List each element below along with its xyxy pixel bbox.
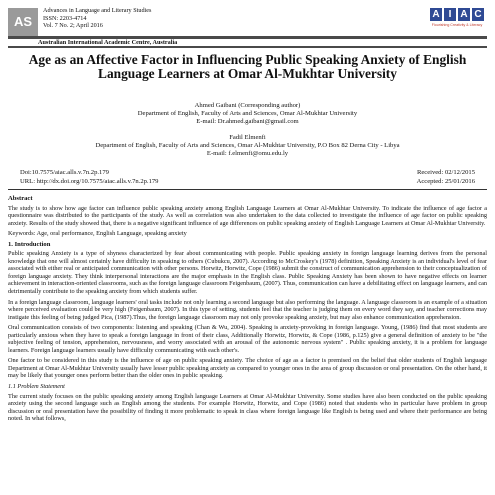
journal-volume: Vol. 7 No. 2; April 2016 — [43, 22, 103, 30]
author-affiliation: Department of English, Faculty of Arts and Sciences, Omar Al-Mukhtar University — [137, 110, 358, 117]
author-block-1 — [10, 102, 485, 126]
paragraph: One factor to be considered in this study is the influence of age on public speaking anxiety. The choice of age as a factor is premised on the belief that older students of English language Department at Omar Al-Mukhtar University usually have lesser public speaking anxiety as compared to younger ones in the area of group discussion or oral presentation. On the other hand, it may be likely that younger ones perform better than the older ones in public speaking. — [8, 357, 487, 380]
keywords: Keywords: Age, oral performance, English Language, speaking anxiety — [8, 230, 187, 238]
author-email: E-mail: Dr.ahmed.gaibani@gmail.com — [196, 118, 299, 125]
paragraph: Public speaking Anxiety is a type of shyness characterized by fear about communicating with people. Public speaking anxiety in foreign language learning derives from the personal knowledge that one will almost certainly have difficulty in speaking to others (Cubukcu, 2007). According to McCroskey's (1978) definition, Speaking Anxiety is an individual's level of fear associated with either real or anticipated communication with other persons. Horwitz, Horwitz, Cope (1986) submit the construct of communication apprehension to their conceptualization of foreign language anxiety. They think interpersonal interactions are the major emphasis in the English class. Public Speaking Anxiety has been shown to have negative effects on learner achievement in interaction-oriented classrooms, such as the foreign language classroom Feigenbaum, (2007). Thus, communication can have a debilitating effect on language learners, and can detrimentally contribute to the speaking anxiety from which students suffer. — [8, 250, 487, 296]
aiac-letter: C — [472, 8, 484, 21]
paragraph: In a foreign language classroom, language learners' oral tasks include not only learning a second language but also performing the language. A language classroom is an example of a situation where perceived evaluation could be very high (Feigenbaum, 2007). In this type of setting, students feel that the teacher is judging them on every word they say, and teacher corrections may instigate this feeling of being judged Pica, (1987).Thus, the foreign language classroom may not only provoke speaking anxiety, but may also enhance communication apprehension. — [8, 298, 487, 321]
journal-issn: ISSN: 2203-4714 — [43, 14, 87, 22]
author-name: Fadil Elmenfi — [229, 134, 266, 141]
meta-row-2 — [20, 177, 475, 186]
author-block-2 — [10, 134, 485, 158]
header-rule — [8, 46, 487, 48]
article-url: URL: http://dx.doi.org/10.7575/aiac.alls.v.7n.2p.179 — [20, 178, 159, 185]
author-name: Ahmed Gaibani (Corresponding author) — [194, 102, 301, 109]
aiac-letter: I — [444, 8, 456, 21]
journal-logo: AS — [8, 8, 38, 36]
paragraph: The current study focuses on the public speaking anxiety among English language Learners at Omar Al-Mukhtar University. Some studies have also been conducted on the public speaking anxiety using the second language such as English among the students. For example Horwitz, Horwitz, and Cope (1986) noted that students who in particular have problem in group discussion or oral presentation have the possibility of finding it more problematic to speak in class where foreign language like English is being used and where their performance are being noted. In what follows, — [8, 392, 487, 423]
author-affiliation: Department of English, Faculty of Arts and Sciences, Omar Al-Mukhtar University, P.O Box 82 Derna City - Libya — [95, 142, 400, 149]
paper-title: Age as an Affective Factor in Influencing Public Speaking Anxiety of English Language Learners at Omar Al-Mukhtar University — [28, 52, 467, 81]
received-date: Received: 02/12/2015 — [416, 169, 475, 176]
meta-rule — [8, 189, 487, 190]
abstract-heading: Abstract — [8, 195, 33, 202]
aiac-tagline: Flourishing Creativity & Literacy — [431, 23, 483, 27]
publisher-line: Australian International Academic Centre, Australia — [38, 39, 178, 46]
meta-row-1 — [20, 168, 475, 177]
aiac-letter: A — [430, 8, 442, 21]
paper-body — [8, 192, 487, 426]
section-heading: 1. Introduction — [8, 240, 51, 248]
aiac-letter: A — [458, 8, 470, 21]
journal-info — [43, 7, 151, 30]
journal-name: Advances in Language and Literary Studies — [43, 7, 152, 14]
accepted-date: Accepted: 25/01/2016 — [416, 178, 475, 185]
subsection-heading: 1.1 Problem Statement — [8, 383, 65, 391]
author-email: E-mail: f.elmenfi@omu.edu.ly — [206, 150, 289, 157]
abstract-text: The study is to show how age factor can influence public speaking anxiety among English Language Learners at Omar Al-Mukhtar University. To indicate the influence of age factor a questionnaire was distributed to the participants of the study. As well as correlation was also undertaken to the data collected to investigate the influence of age factor on public speaking anxiety. Results of the study showed that, there is a negative significant influence of age differences on public speaking anxiety of English Language Learners at Omar Al-Mukhtar University. — [8, 204, 487, 227]
doi: Doi:10.7575/aiac.alls.v.7n.2p.179 — [20, 169, 109, 176]
paragraph: Oral communication consists of two components: listening and speaking (Chan & Wu, 2004). Speaking is anxiety-provoking in foreign language. Young, (1986) find that most students are particularly anxious when they have to speak a foreign language in front of their class, Additionally Horwitz, Horwitz, & Cope (1986, p.125) give a general definition of anxiety to be "the subjective feeling of tension, apprehension, nervousness, and worry associated with an arousal of the autonomic nervous system" . Public speaking anxiety, it is a problem for language learners. Foreign language learners usually have difficulty communicating with each other's. — [8, 324, 487, 354]
